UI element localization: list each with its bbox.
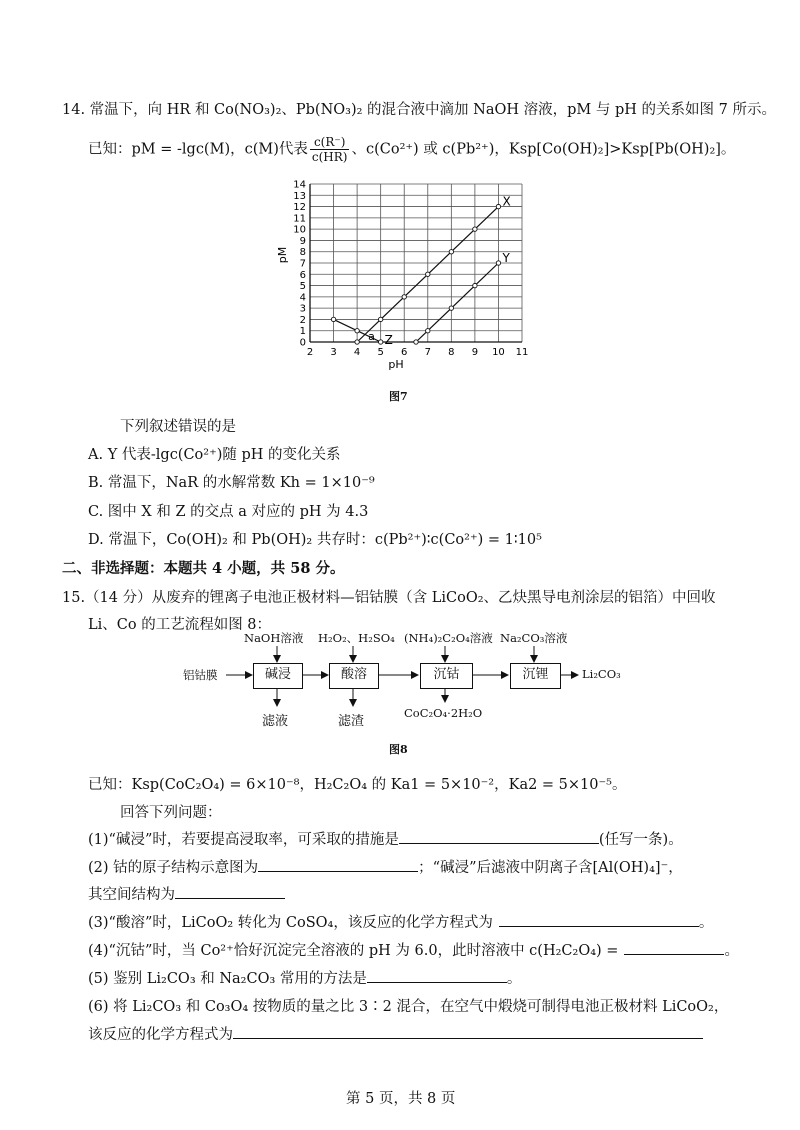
x-tick-label: 10 xyxy=(492,347,505,358)
q15-sub4 xyxy=(88,939,739,960)
series-label-z: Z xyxy=(384,333,393,347)
q15-answer-prompt: 回答下列问题： xyxy=(120,805,222,821)
q14-option-a: A. Y 代表-lgc(Co²⁺)随 pH 的变化关系 xyxy=(88,447,341,463)
series-label-x: X xyxy=(502,194,511,209)
flow-reagent-naoh: NaOH溶液 xyxy=(244,631,304,645)
q15-sub6-blank[interactable] xyxy=(233,1024,703,1039)
q15-sub3-blank[interactable] xyxy=(499,912,699,927)
y-tick-label: 4 xyxy=(299,292,306,304)
q15-sub1-text: (1)“碱浸”时，若要提高浸取率，可采取的措施是 xyxy=(88,832,399,848)
page-footer: 第 5 页，共 8 页 xyxy=(346,1091,456,1107)
q15-sub2 xyxy=(88,856,683,877)
y-tick-label: 7 xyxy=(299,258,306,270)
x-tick-label: 4 xyxy=(353,347,361,358)
q15-sub2-line2 xyxy=(88,883,285,904)
q14-option-c: C. 图中 X 和 Z 的交点 a 对应的 pH 为 4.3 xyxy=(88,504,369,520)
section-heading: 二、非选择题：本题共 4 小题，共 58 分。 xyxy=(62,560,345,577)
flow-reagent-na2co3: Na₂CO₃溶液 xyxy=(500,631,568,645)
flow-step-lithium-precipitate: 沉锂 xyxy=(510,663,561,689)
flow-step-cobalt-precipitate: 沉钴 xyxy=(420,663,473,689)
q14-frac-den: c(HR) xyxy=(311,150,348,164)
y-axis-label: pM xyxy=(276,246,289,264)
y-tick-label: 12 xyxy=(293,202,306,214)
q15-sub2-tail: ；“碱浸”后滤液中阴离子含[Al(OH)₄]⁻， xyxy=(418,860,683,876)
q15-sub2-text: (2) 钴的原子结构示意图为 xyxy=(88,860,259,876)
q15-sub3 xyxy=(88,911,713,932)
y-tick-label: 0 xyxy=(299,337,306,349)
y-tick-label: 1 xyxy=(299,326,306,338)
flow-reagent-h2o2-h2so4: H₂O₂、H₂SO₄ xyxy=(318,631,395,645)
q14-frac-num: c(R⁻) xyxy=(310,135,350,150)
flow-output-filtrate: 滤液 xyxy=(262,714,289,729)
flow-output-cobalt-oxalate: CoC₂O₄·2H₂O xyxy=(404,706,483,720)
q15-sub5-period: 。 xyxy=(506,971,522,987)
q15-sub2-blank[interactable] xyxy=(258,857,418,872)
q15-sub4-period: 。 xyxy=(724,943,739,959)
y-tick-label: 13 xyxy=(293,190,306,202)
q14-option-d: D. 常温下，Co(OH)₂ 和 Pb(OH)₂ 共存时：c(Pb²⁺)∶c(Co²⁺) = 1∶10⁵ xyxy=(88,532,542,548)
x-tick-label: 3 xyxy=(330,347,337,358)
x-tick-label: 8 xyxy=(448,347,455,358)
q15-sub1-tail: (任写一条)。 xyxy=(598,832,683,848)
figure8-caption: 图8 xyxy=(389,743,408,756)
y-tick-label: 6 xyxy=(299,269,306,281)
q15-sub4-text: (4)“沉钴”时，当 Co²⁺恰好沉淀完全溶液的 pH 为 6.0，此时溶液中 c(H₂C₂O₄) = xyxy=(88,943,619,959)
q15-sub3-period: 。 xyxy=(698,915,714,931)
q14-known-prefix: 已知：pM = -lgc(M)，c(M)代表 xyxy=(88,141,308,158)
q15-sub2-structure-text: 其空间结构为 xyxy=(88,887,175,903)
q15-stem-line2: Li、Co 的工艺流程如图 8： xyxy=(88,617,272,633)
q15-sub5-blank[interactable] xyxy=(367,968,507,983)
q15-sub6: (6) 将 Li₂CO₃ 和 Co₃O₄ 按物质的量之比 3∶2 混合，在空气中煅烧可制得电池正极材料 LiCoO₂， xyxy=(88,999,729,1015)
q14-question: 下列叙述错误的是 xyxy=(120,419,236,435)
y-tick-label: 11 xyxy=(293,213,306,225)
flow-output-residue: 滤渣 xyxy=(338,714,365,729)
flow-product: Li₂CO₃ xyxy=(582,667,621,681)
q15-sub5 xyxy=(88,967,521,988)
q15-known: 已知：Ksp(CoC₂O₄) = 6×10⁻⁸，H₂C₂O₄ 的 Ka1 = 5×10⁻²，Ka2 = 5×10⁻⁵。 xyxy=(88,777,627,793)
annotation-label: a xyxy=(368,330,375,343)
q15-sub4-blank[interactable] xyxy=(624,940,724,955)
x-tick-label: 2 xyxy=(306,347,314,358)
q15-sub5-text: (5) 鉴别 Li₂CO₃ 和 Na₂CO₃ 常用的方法是 xyxy=(88,971,367,987)
flow-step-alkali-leach: 碱浸 xyxy=(253,663,303,689)
figure7-caption: 图7 xyxy=(389,390,408,403)
q15-sub3-text: (3)“酸溶”时，LiCoO₂ 转化为 CoSO₄，该反应的化学方程式为 xyxy=(88,915,493,931)
y-tick-label: 9 xyxy=(299,235,306,247)
y-tick-label: 3 xyxy=(299,303,306,315)
y-tick-label: 2 xyxy=(299,314,306,326)
x-tick-label: 6 xyxy=(401,347,408,358)
y-tick-label: 8 xyxy=(299,247,306,259)
y-tick-label: 10 xyxy=(293,224,306,236)
q15-sub6-text: 该反应的化学方程式为 xyxy=(88,1027,233,1043)
x-tick-label: 5 xyxy=(377,347,384,358)
q15-sub1-blank[interactable] xyxy=(399,829,599,844)
q15-sub6-line2 xyxy=(88,1023,703,1044)
q14-stem: 14. 常温下，向 HR 和 Co(NO₃)₂、Pb(NO₃)₂ 的混合液中滴加 NaOH 溶液，pM 与 pH 的关系如图 7 所示。 xyxy=(62,102,776,118)
y-tick-label: 5 xyxy=(299,281,306,293)
y-tick-label: 14 xyxy=(293,179,306,191)
q14-option-b: B. 常温下，NaR 的水解常数 Kh = 1×10⁻⁹ xyxy=(88,475,375,491)
x-tick-label: 9 xyxy=(471,347,479,358)
x-axis-label: pH xyxy=(388,358,404,371)
q14-known-suffix: 、c(Co²⁺) 或 c(Pb²⁺)，Ksp[Co(OH)₂]>Ksp[Pb(OH)₂]。 xyxy=(351,141,736,158)
q15-sub2-structure-blank[interactable] xyxy=(175,884,285,899)
x-tick-label: 7 xyxy=(424,347,431,358)
series-label-y: Y xyxy=(502,251,510,265)
q15-stem-line1: 15.（14 分）从废弃的锂离子电池正极材料—铝钴膜（含 LiCoO₂、乙炔黑导电剂涂层的铝箔）中回收 xyxy=(62,590,716,606)
x-tick-label: 11 xyxy=(515,347,529,358)
flow-reagent-ammonium-oxalate: (NH₄)₂C₂O₄溶液 xyxy=(404,631,493,645)
flow-input-label: 铝钴膜 xyxy=(183,668,218,682)
q15-sub1 xyxy=(88,828,683,849)
flow-step-acid-dissolve: 酸溶 xyxy=(329,663,379,689)
